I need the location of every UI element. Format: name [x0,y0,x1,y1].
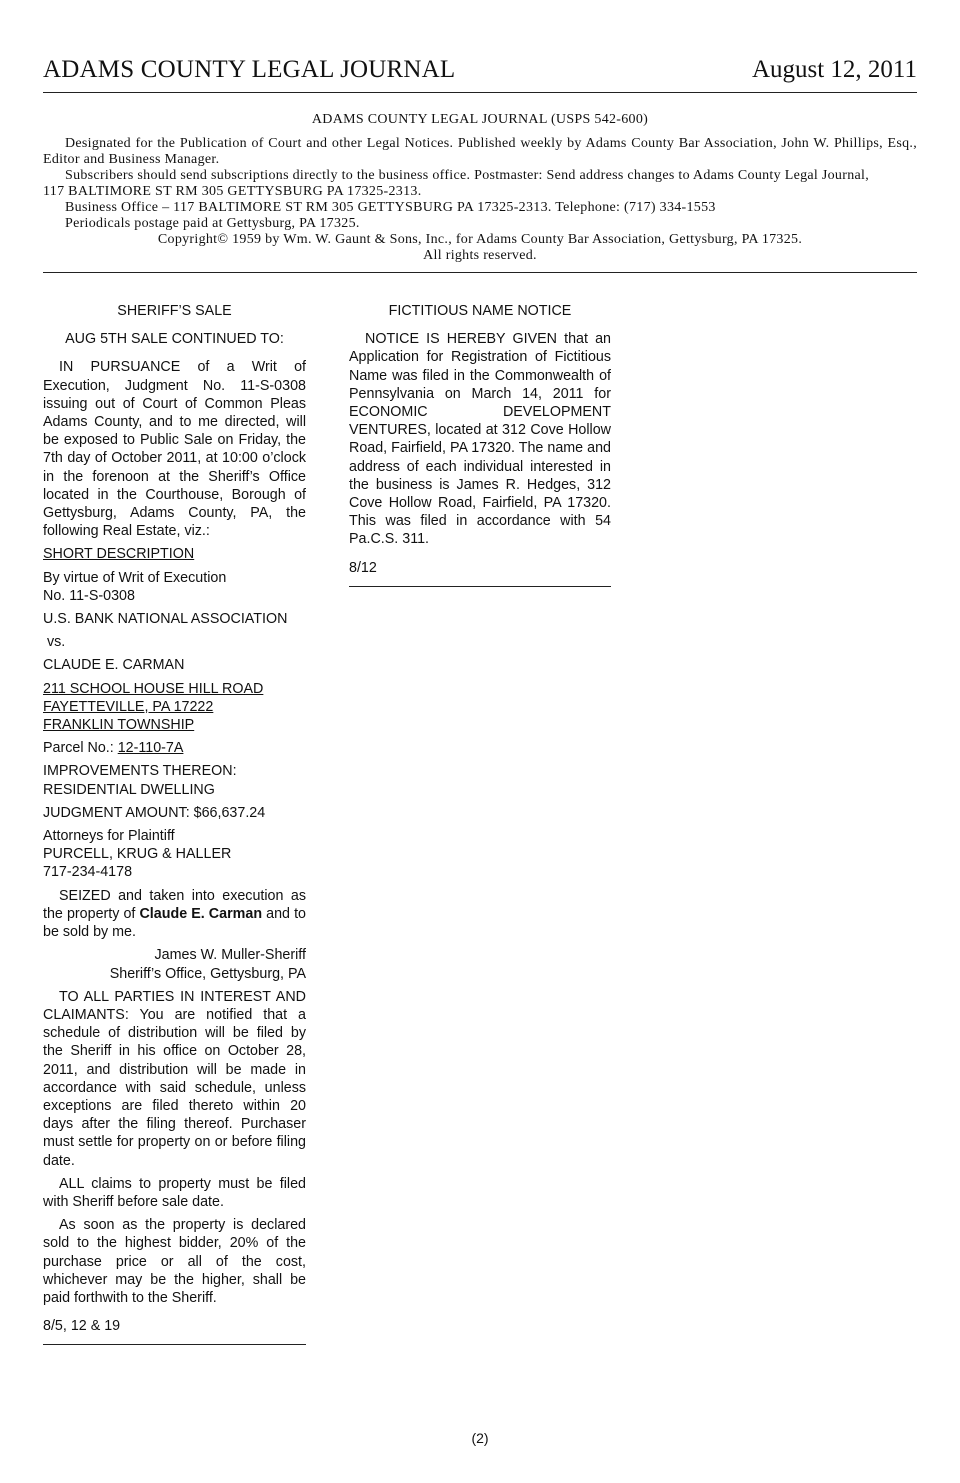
versus: vs. [47,634,66,651]
property-address-line-3: FRANKLIN TOWNSHIP [43,717,195,734]
sheriff-sale-title: SHERIFF’S SALE [117,303,232,319]
copyright: Copyright© 1959 by Wm. W. Gaunt & Sons, Inc., for Adams County Bar Association, Gettysburg, PA 17325. [157,232,803,247]
business-office: Business Office – 117 BALTIMORE ST RM 305 GETTYSBURG PA 17325-2313. Telephone: (717) 334-1553 [65,200,716,215]
short-description-heading: SHORT DESCRIPTION [43,546,195,563]
improvements-line-1: IMPROVEMENTS THEREON: [43,763,237,780]
masthead [43,56,917,93]
defendant: CLAUDE E. CARMAN [43,657,185,674]
seized-text-end: and to be sold by me. [43,905,306,941]
header-divider [43,272,917,273]
subscribers-text: Subscribers should send subscriptions directly to the business office. Postmaster: Send address changes to Adams County Legal Journal, [65,168,869,183]
sale-intro: IN PURSUANCE of a Writ of Execution, Judgment No. 11-S-0308 issuing out of Court of Common Pleas Adams County, and to me directed, will be exposed to Public Sale on Friday, the 7th day of October 2011, at 10:00 o’clock in the forenoon at the Sheriff’s Office located in the Courthouse, Borough of Gettysburg, Adams County, PA, the following Real Estate, viz.: [43,359,306,540]
writ-line-1: By virtue of Writ of Execution [43,569,227,586]
distribution-notice: TO ALL PARTIES IN INTEREST AND CLAIMANTS: You are notified that a schedule of distribution will be filed by the Sheriff in his office on October 28, 2011, and distribution will be made in accordance with said schedule, unless exceptions are filed thereto within 20 days after the filing thereof. Purchaser must settle for property on or before filing date. [43,988,306,1169]
plaintiff: U.S. BANK NATIONAL ASSOCIATION [43,611,288,628]
seized-owner: Claude E. Carman [139,905,263,922]
parcel-number [43,739,306,757]
publication-heading: ADAMS COUNTY LEGAL JOURNAL (USPS 542-600) [311,112,649,127]
issue-date: August 12, 2011 [751,56,917,83]
journal-title: ADAMS COUNTY LEGAL JOURNAL [43,56,456,83]
attorneys-firm: PURCELL, KRUG & HALLER [43,846,232,863]
column-divider [43,1344,306,1345]
sheriff-sale-column [43,302,306,1345]
periodicals-postage: Periodicals postage paid at Gettysburg, PA 17325. [65,216,360,231]
seized-text: SEIZED and taken into execution as the property of [43,887,306,922]
rights-reserved: All rights reserved. [423,248,537,263]
attorneys-phone: 717-234-4178 [43,864,133,881]
page-number: (2) [471,1430,489,1446]
fictitious-name-body: NOTICE IS HEREBY GIVEN that an Application for Registration of Fictitious Name was filed in the Commonwealth of Pennsylvania on March 14, 2011 for ECONOMIC DEVELOPMENT VENTURES, located at 312 Cove Hollow Road, Fairfield, PA 17320. The name and address of each individual interested in the business is James R. Hedges, 312 Cove Hollow Road, Fairfield, PA 17320. This was filed in accordance with 54 Pa.C.S. 311. [349,331,611,548]
parcel-value: 12-110-7A [117,740,184,757]
improvements-line-2: RESIDENTIAL DWELLING [43,781,215,798]
publication-info [43,112,917,264]
fictitious-name-column [349,302,611,587]
fictitious-name-title: FICTITIOUS NAME NOTICE [388,303,572,319]
sheriff-name: James W. Muller-Sheriff [154,947,306,964]
property-address-line-2: FAYETTEVILLE, PA 17222 [43,698,214,715]
postmaster-address: 117 BALTIMORE ST RM 305 GETTYSBURG PA 17325-2313. [43,184,422,199]
claims-notice: ALL claims to property must be filed with Sheriff before sale date. [43,1175,306,1210]
property-address-line-1: 211 SCHOOL HOUSE HILL ROAD [43,680,264,697]
publication-dates: 8/5, 12 & 19 [43,1318,121,1335]
seized-statement [43,887,306,942]
sheriff-office: Sheriff’s Office, Gettysburg, PA [109,965,306,982]
judgment-amount: JUDGMENT AMOUNT: $66,637.24 [43,804,266,821]
payment-notice: As soon as the property is declared sold to the highest bidder, 20% of the purchase price or all of the cost, whichever may be the higher, shall be paid forthwith to the Sheriff. [43,1217,306,1306]
sale-continued: AUG 5TH SALE CONTINUED TO: [65,331,284,348]
column-divider [349,586,611,587]
designated-text: Designated for the Publication of Court and other Legal Notices. Published weekly by Adams County Bar Association, John W. Phillips, Esq., Editor and Business Manager. [43,136,917,167]
attorneys-label: Attorneys for Plaintiff [43,828,175,845]
writ-line-2: No. 11-S-0308 [43,587,135,604]
parcel-label: Parcel No.: [43,740,118,757]
fictitious-name-date: 8/12 [349,559,377,576]
